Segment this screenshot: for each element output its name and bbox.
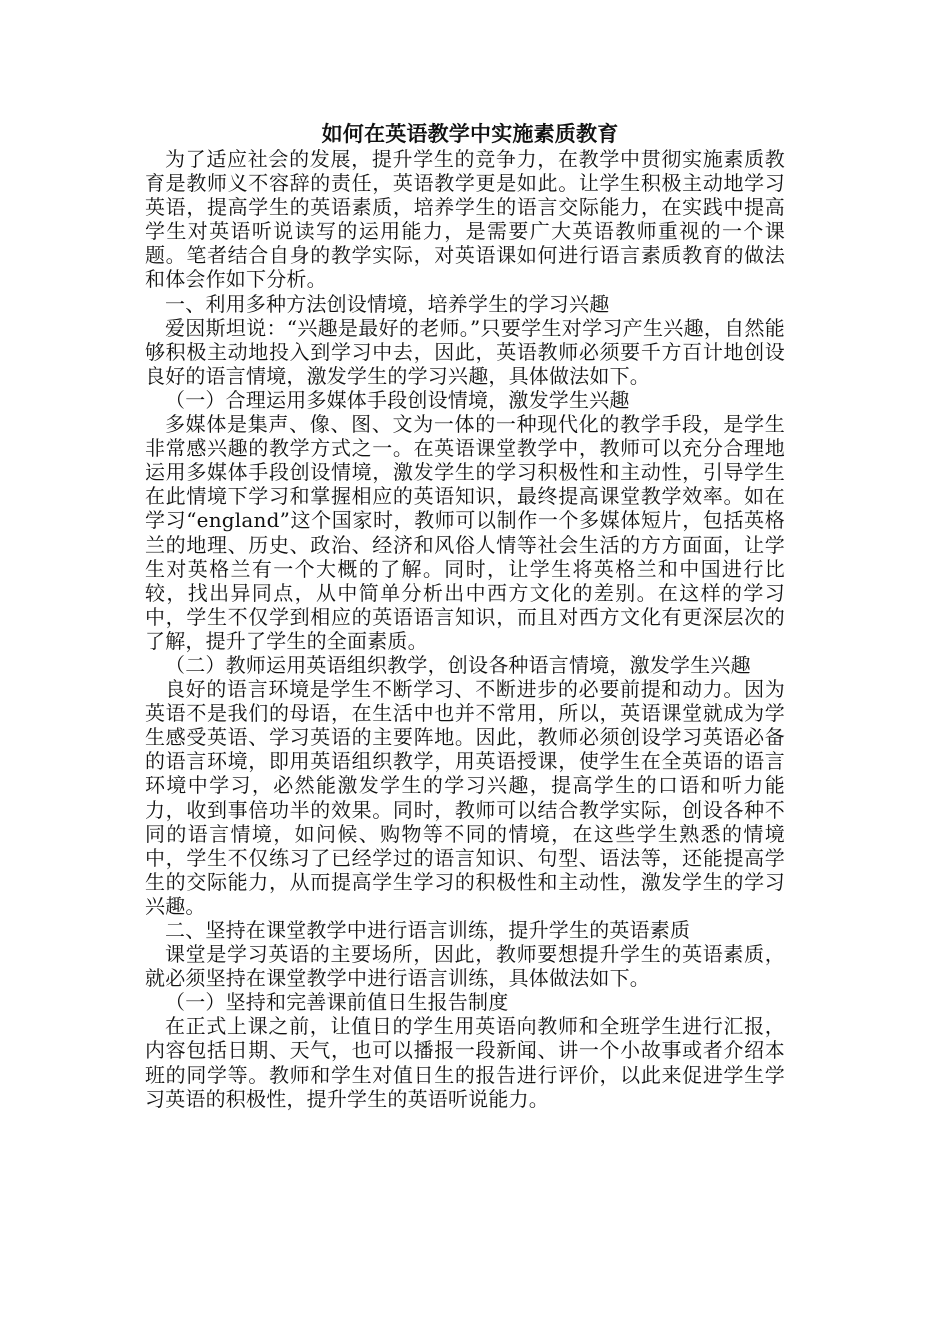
section-1-sub-2-heading: （二）教师运用英语组织教学，创设各种语言情境，激发学生兴趣 xyxy=(165,652,751,677)
section-1-paragraph: 爱因斯坦说：“兴趣是最好的老师。”只要学生对学习产生兴趣，自然能够积极主动地投入到学习中去，因此，英语教师必须要千方百计地创设良好的语言情境，激发学生的学习兴趣，具体做法如下。 xyxy=(145,315,785,388)
section-2-sub-1-heading: （一）坚持和完善课前值日生报告制度 xyxy=(165,990,509,1015)
section-1-sub-1-heading: （一）合理运用多媒体手段创设情境，激发学生兴趣 xyxy=(165,387,630,412)
document-body xyxy=(145,121,785,1111)
section-2-heading: 二、坚持在课堂教学中进行语言训练，提升学生的英语素质 xyxy=(165,918,691,942)
section-1-sub-1-paragraph: 多媒体是集声、像、图、文为一体的一种现代化的教学手段，是学生非常感兴趣的教学方式之一。在英语课堂教学中，教师可以充分合理地运用多媒体手段创设情境，激发学生的学习积极性和主动性，引导学生在此情境下学习和掌握相应的英语知识，最终提高课堂教学效率。如在学习“england”这个国家时，教师可以制作一个多媒体短片，包括英格兰的地理、历史、政治、经济和风俗人情等社会生活的方方面面，让学生对英格兰有一个大概的了解。同时，让学生将英格兰和中国进行比较，找出异同点，从中简单分析出中西方文化的差别。在这样的学习中，学生不仅学到相应的英语语言知识，而且对西方文化有更深层次的了解，提升了学生的全面素质。 xyxy=(145,412,785,653)
document-title: 如何在英语教学中实施素质教育 xyxy=(321,121,619,146)
intro-paragraph: 为了适应社会的发展，提升学生的竞争力，在教学中贯彻实施素质教育是教师义不容辞的责任，英语教学更是如此。让学生积极主动地学习英语，提高学生的英语素质，培养学生的语言交际能力，在实践中提高学生对英语听说读写的运用能力，是需要广大英语教师重视的一个课题。笔者结合自身的教学实际，对英语课如何进行语言素质教育的做法和体会作如下分析。 xyxy=(145,147,785,292)
section-2-paragraph: 课堂是学习英语的主要场所，因此，教师要想提升学生的英语素质，就必须坚持在课堂教学中进行语言训练，具体做法如下。 xyxy=(145,942,785,991)
section-1-heading: 一、利用多种方法创设情境，培养学生的学习兴趣 xyxy=(165,291,610,316)
section-2-sub-1-paragraph: 在正式上课之前，让值日的学生用英语向教师和全班学生进行汇报，内容包括日期、天气，也可以播报一段新闻、讲一个小故事或者介绍本班的同学等。教师和学生对值日生的报告进行评价，以此来促进学生学习英语的积极性，提升学生的英语听说能力。 xyxy=(145,1014,785,1111)
section-1-sub-2-paragraph: 良好的语言环境是学生不断学习、不断进步的必要前提和动力。因为英语不是我们的母语，在生活中也并不常用，所以，英语课堂就成为学生感受英语、学习英语的主要阵地。因此，教师必须创设学习英语必备的语言环境，即用英语组织教学，用英语授课，使学生在全英语的语言环境中学习，必然能激发学生的学习兴趣，提高学生的口语和听力能力，收到事倍功半的效果。同时，教师可以结合教学实际，创设各种不同的语言情境，如问候、购物等不同的情境，在这些学生熟悉的情境中，学生不仅练习了已经学过的语言知识、句型、语法等，还能提高学生的交际能力，从而提高学生学习的积极性和主动性，激发学生的学习兴趣。 xyxy=(145,677,785,918)
